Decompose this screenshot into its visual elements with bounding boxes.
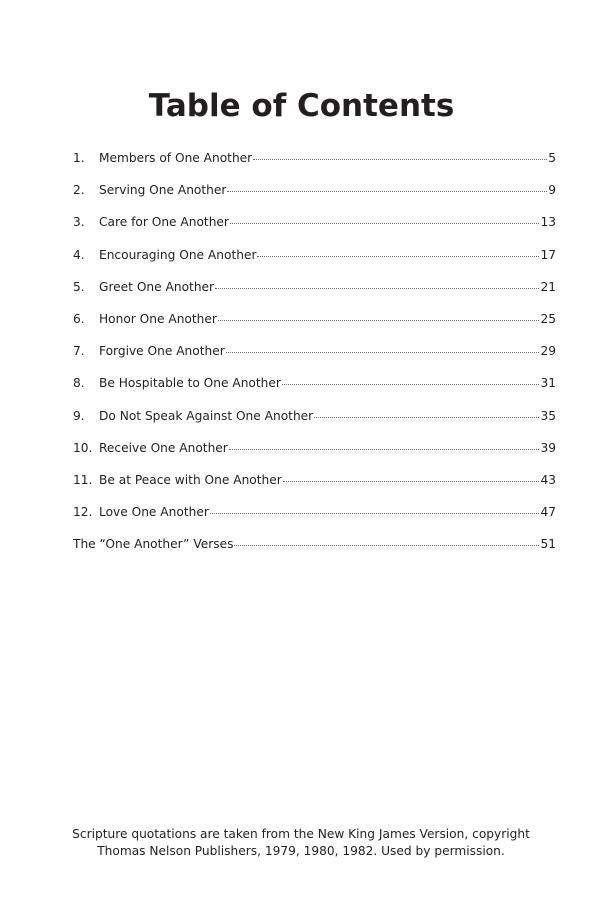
toc-entry-number: 3.	[73, 215, 85, 230]
dot-leader	[283, 472, 540, 484]
toc-entry-title: Serving One Another	[99, 183, 227, 198]
toc-entry-3[interactable]	[73, 214, 556, 246]
toc-entry-title: Care for One Another	[99, 215, 229, 230]
toc-entry-2[interactable]	[73, 182, 556, 214]
toc-entry-title: The “One Another” Verses	[73, 537, 234, 552]
dot-leader	[234, 536, 539, 548]
toc-entry-number: 9.	[73, 408, 85, 423]
toc-entry-number: 2.	[73, 183, 85, 198]
page-title: Table of Contents	[148, 88, 455, 124]
toc-entry-page: 29	[540, 344, 556, 359]
dot-leader	[282, 375, 540, 387]
toc-entry-page: 31	[540, 376, 556, 391]
toc-entry-title: Be Hospitable to One Another	[99, 376, 281, 391]
toc-entry-title: Do Not Speak Against One Another	[99, 408, 314, 423]
toc-entry-title: Receive One Another	[99, 440, 228, 455]
toc-entry-title: Forgive One Another	[99, 344, 225, 359]
toc-entry-5[interactable]	[73, 279, 556, 311]
toc-entry-title: Greet One Another	[99, 279, 215, 294]
toc-entry-number: 6.	[73, 311, 85, 326]
copyright-line-2: Thomas Nelson Publishers, 1979, 1980, 1982. Used by permission.	[97, 844, 505, 858]
dot-leader	[227, 182, 547, 194]
toc-entry-page: 9	[548, 183, 556, 198]
toc-entry-1[interactable]	[73, 150, 556, 182]
toc-entry-4[interactable]	[73, 247, 556, 279]
toc-entry-appendix[interactable]	[73, 536, 556, 568]
toc-entry-number: 5.	[73, 279, 85, 294]
toc-entry-page: 13	[540, 215, 556, 230]
toc-entry-page: 5	[548, 151, 556, 165]
dot-leader	[210, 504, 540, 516]
toc-entry-page: 39	[540, 440, 556, 455]
toc-entry-title: Encouraging One Another	[99, 247, 257, 262]
dot-leader	[229, 440, 540, 452]
dot-leader	[218, 311, 540, 323]
toc-entry-number: 7.	[73, 344, 85, 359]
toc-entry-number: 8.	[73, 376, 85, 391]
dot-leader	[253, 150, 547, 162]
dot-leader	[215, 279, 539, 291]
toc-entry-page: 17	[540, 247, 556, 262]
toc-entry-10[interactable]	[73, 440, 556, 472]
toc-entry-number: 1.	[73, 151, 85, 165]
toc-entry-11[interactable]	[73, 472, 556, 504]
toc-entry-9[interactable]	[73, 408, 556, 440]
toc-entry-7[interactable]	[73, 343, 556, 375]
toc-entry-page: 47	[540, 505, 556, 520]
toc-entry-page: 51	[540, 537, 556, 552]
toc-entry-page: 21	[540, 279, 556, 294]
toc-entry-number: 4.	[73, 247, 85, 262]
dot-leader	[314, 408, 539, 420]
toc-entry-page: 35	[540, 408, 556, 423]
copyright-notice	[0, 826, 603, 860]
dot-leader	[226, 343, 540, 355]
toc-entry-number: 11.	[73, 472, 93, 487]
dot-leader	[230, 214, 540, 226]
toc-entry-title: Honor One Another	[99, 311, 217, 326]
toc-entry-title: Love One Another	[99, 505, 209, 520]
toc-entry-page: 43	[540, 472, 556, 487]
toc-entry-number: 10.	[73, 440, 93, 455]
toc-entry-page: 25	[540, 311, 556, 326]
toc-entry-title: Members of One Another	[99, 151, 253, 165]
toc-entry-6[interactable]	[73, 311, 556, 343]
toc-entry-12[interactable]	[73, 504, 556, 536]
toc-entry-title: Be at Peace with One Another	[99, 472, 282, 487]
table-of-contents	[73, 150, 556, 568]
toc-entry-number: 12.	[73, 505, 93, 520]
dot-leader	[257, 247, 539, 259]
copyright-line-1: Scripture quotations are taken from the New King James Version, copyright	[72, 827, 530, 841]
toc-entry-8[interactable]	[73, 375, 556, 407]
